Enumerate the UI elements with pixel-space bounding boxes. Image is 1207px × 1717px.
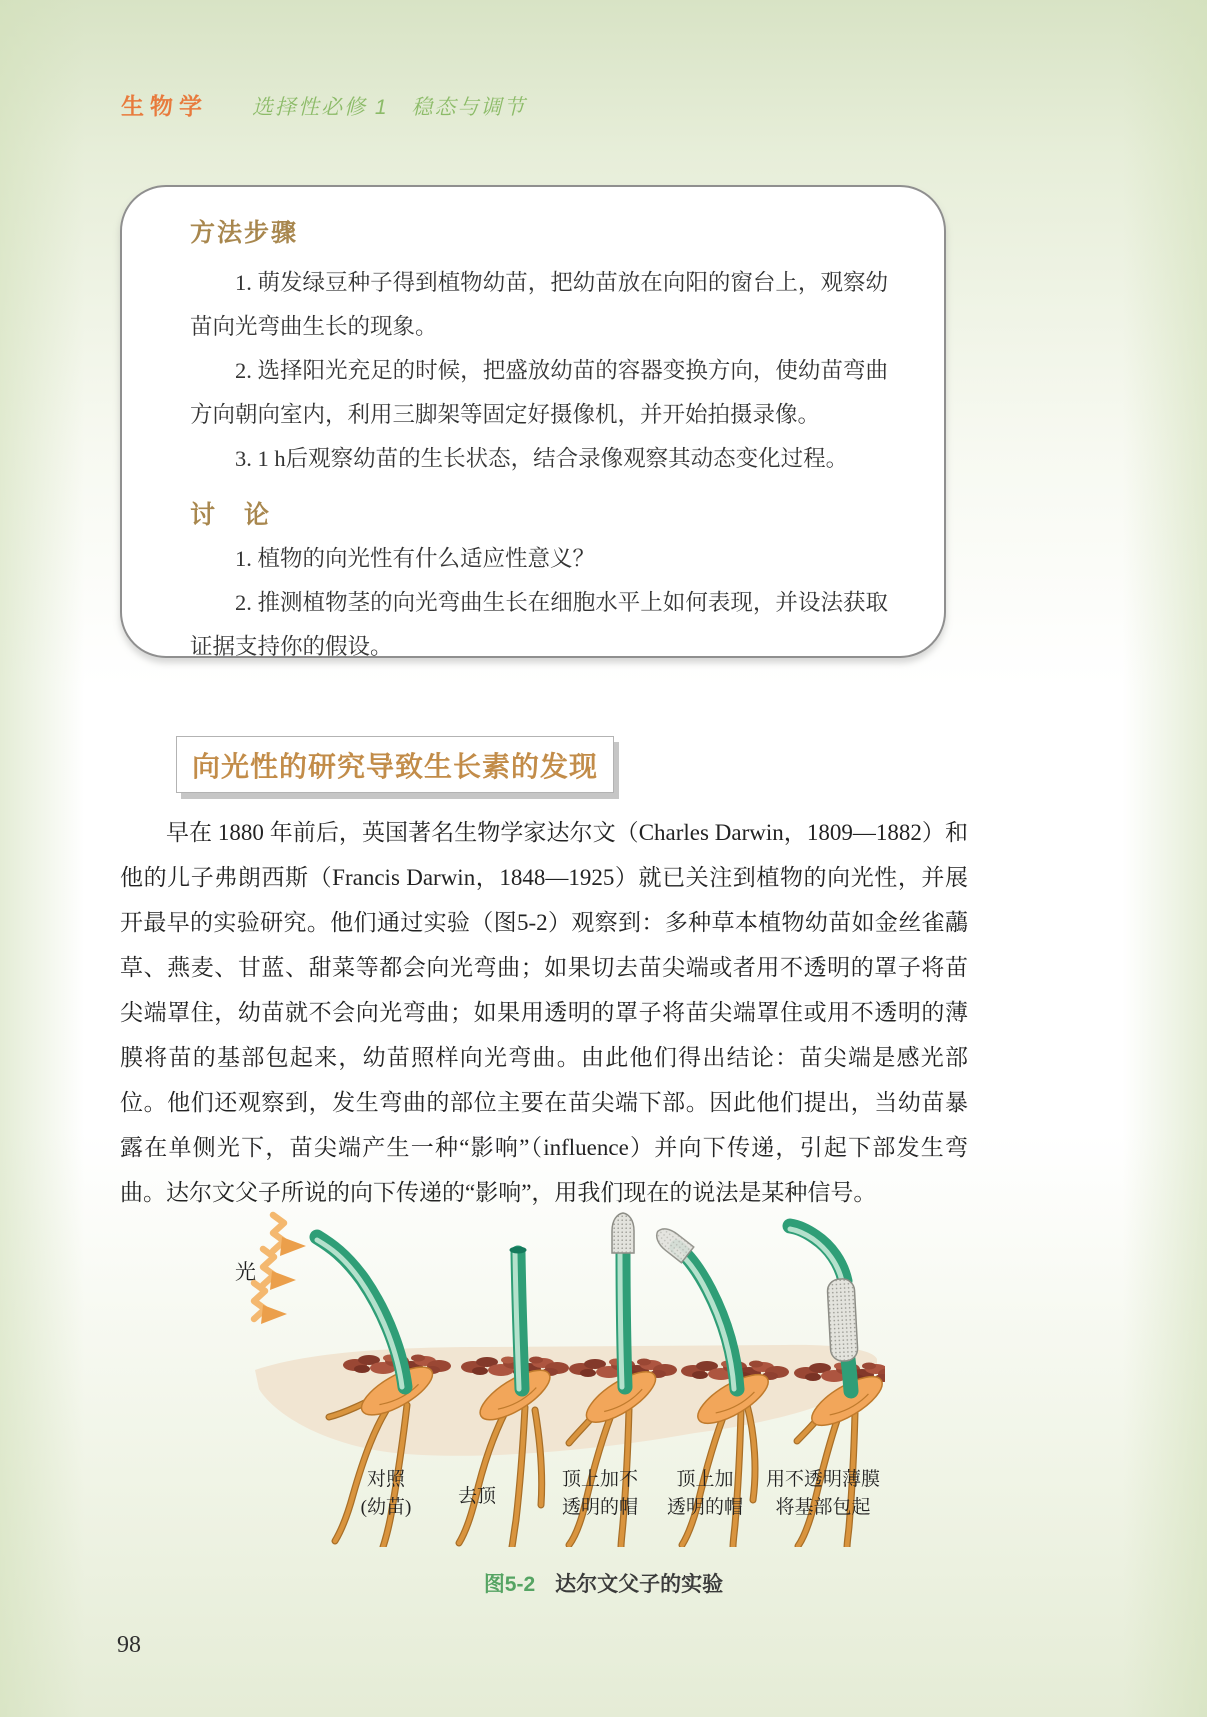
figure-illustration — [225, 1175, 885, 1547]
method-step: 3. 1 h后观察幼苗的生长状态，结合录像观察其动态变化过程。 — [235, 446, 849, 471]
label-transparent-cap-line1: 顶上加 — [676, 1469, 734, 1490]
label-opaque-cap-line1: 顶上加不 — [561, 1469, 639, 1490]
opaque-film-sleeve — [827, 1278, 858, 1361]
body-paragraph: 早在 1880 年前后，英国著名生物学家达尔文（Charles Darwin，1809—1882）和他的儿子弗朗西斯（Francis Darwin，1848—1925）就已关注到植物的向光性，并展开最早的实验研究。他们通过实验（图5-2）观察到：多种草本植物幼苗如金丝雀虉草、燕麦、甘蓝、甜菜等都会向光弯曲；如果切去苗尖端或者用不透明的罩子将苗尖端罩住，幼苗就不会向光弯曲；如果用透明的罩子将苗尖端罩住或用不透明的薄膜将苗的基部包起来，幼苗照样向光弯曲。由此他们得出结论：苗尖端是感光部位。他们还观察到，发生弯曲的部位主要在苗尖端下部。因此他们提出，当幼苗暴露在单侧光下，苗尖端产生一种“影响”（influence）并向下传递，引起下部发生弯曲。达尔文父子所说的向下传递的“影响”，用我们现在的说法是某种信号。 — [120, 820, 968, 1205]
subject-title: 生物学 — [121, 93, 208, 119]
label-wrapped-base-line1: 用不透明薄膜 — [765, 1469, 881, 1490]
label-decapitated: 去顶 — [457, 1486, 497, 1507]
section-title-box — [176, 736, 614, 793]
method-steps-box — [120, 185, 946, 658]
discussion-heading: 讨 论 — [190, 501, 272, 529]
figure-number: 图5-2 — [483, 1573, 536, 1596]
figure-caption — [0, 1568, 1207, 1598]
label-control-line1: 对照 — [366, 1469, 406, 1490]
cut-top — [510, 1247, 527, 1254]
method-step: 1. 萌发绿豆种子得到植物幼苗，把幼苗放在向阳的窗台上，观察幼苗向光弯曲生长的现象。 — [190, 270, 888, 339]
light-arrows-icon — [254, 1215, 306, 1324]
discussion-item: 2. 推测植物茎的向光弯曲生长在细胞水平上如何表现，并设法获取证据支持你的假设。 — [190, 590, 888, 659]
section-title: 向光性的研究导致生长素的发现 — [191, 750, 598, 782]
discussion-item: 1. 植物的向光性有什么适应性意义？ — [235, 546, 596, 571]
label-opaque-cap-line2: 透明的帽 — [561, 1497, 639, 1518]
opaque-cap — [612, 1213, 634, 1253]
light-label: 光 — [235, 1260, 256, 1284]
label-control-line2: (幼苗) — [360, 1497, 412, 1518]
method-steps-heading: 方法步骤 — [190, 219, 299, 247]
label-wrapped-base-line2: 将基部包起 — [775, 1497, 871, 1518]
page-header — [121, 88, 527, 121]
module-title: 选择性必修 1 稳态与调节 — [252, 96, 527, 119]
method-step: 2. 选择阳光充足的时候，把盛放幼苗的容器变换方向，使幼苗弯曲方向朝向室内，利用三脚架等固定好摄像机，并开始拍摄录像。 — [190, 358, 888, 427]
label-transparent-cap-line2: 透明的帽 — [666, 1497, 744, 1518]
page-number: 98 — [117, 1632, 141, 1658]
darwin-experiment-figure — [225, 1175, 885, 1547]
figure-title: 达尔文父子的实验 — [555, 1573, 724, 1596]
